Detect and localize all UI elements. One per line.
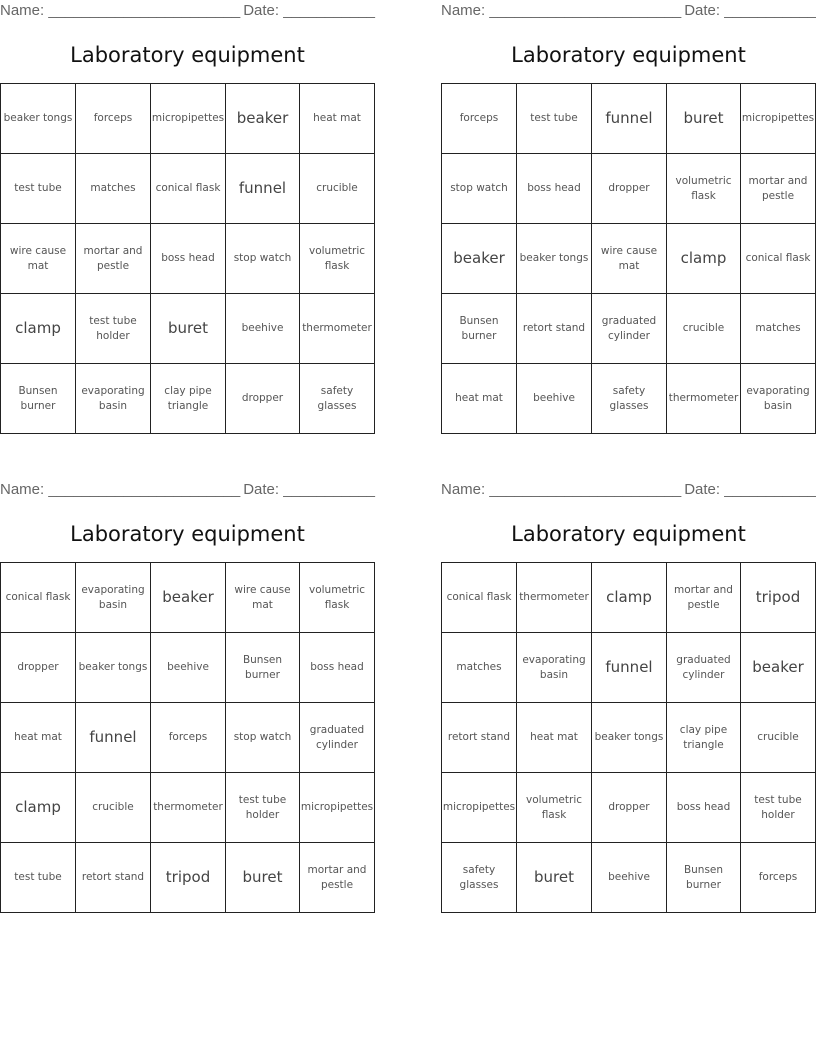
- bingo-cell: forceps: [151, 703, 226, 773]
- bingo-cell: safety glasses: [442, 843, 517, 913]
- bingo-cell: boss head: [517, 154, 592, 224]
- bingo-cell: boss head: [667, 773, 741, 843]
- bingo-cell: micropipettes: [151, 84, 226, 154]
- date-field: Date: ___________: [243, 2, 375, 19]
- name-field: Name: _______________________: [0, 481, 241, 498]
- bingo-cell: wire cause mat: [592, 224, 667, 294]
- bingo-cell: retort stand: [76, 843, 151, 913]
- card-title: Laboratory equipment: [511, 522, 746, 546]
- bingo-cell: Bunsen burner: [442, 294, 517, 364]
- bingo-cell: Bunsen burner: [226, 633, 300, 703]
- bingo-cell: test tube holder: [741, 773, 816, 843]
- bingo-grid: [441, 83, 816, 434]
- card-title: Laboratory equipment: [70, 43, 305, 67]
- bingo-cell: wire cause mat: [226, 563, 300, 633]
- bingo-cell: matches: [76, 154, 151, 224]
- bingo-cell: stop watch: [226, 703, 300, 773]
- bingo-cell: wire cause mat: [1, 224, 76, 294]
- bingo-cell: dropper: [226, 364, 300, 434]
- bingo-card-3: [0, 479, 375, 919]
- card-title: Laboratory equipment: [511, 43, 746, 67]
- bingo-cell: test tube: [1, 154, 76, 224]
- bingo-cell: beehive: [517, 364, 592, 434]
- bingo-cell: boss head: [300, 633, 375, 703]
- bingo-cell: beaker tongs: [76, 633, 151, 703]
- bingo-cell: micropipettes: [741, 84, 816, 154]
- bingo-cell: thermometer: [517, 563, 592, 633]
- bingo-cell: heat mat: [300, 84, 375, 154]
- bingo-cell: micropipettes: [300, 773, 375, 843]
- bingo-cell: test tube: [517, 84, 592, 154]
- bingo-cell: mortar and pestle: [300, 843, 375, 913]
- bingo-cell: micropipettes: [442, 773, 517, 843]
- bingo-cell: forceps: [442, 84, 517, 154]
- bingo-cell: dropper: [592, 154, 667, 224]
- bingo-cell: matches: [741, 294, 816, 364]
- date-field: Date: ___________: [684, 2, 816, 19]
- bingo-cell: beaker: [226, 84, 300, 154]
- bingo-cell: beehive: [151, 633, 226, 703]
- bingo-grid: [0, 83, 375, 434]
- bingo-cell: buret: [517, 843, 592, 913]
- bingo-cell: beehive: [226, 294, 300, 364]
- bingo-cell: tripod: [151, 843, 226, 913]
- name-date-line: [441, 479, 816, 499]
- bingo-cell: graduated cylinder: [300, 703, 375, 773]
- bingo-cell: crucible: [300, 154, 375, 224]
- bingo-grid: [0, 562, 375, 913]
- bingo-cell: retort stand: [517, 294, 592, 364]
- name-field: Name: _______________________: [441, 2, 682, 19]
- bingo-cell: Bunsen burner: [667, 843, 741, 913]
- bingo-cell: retort stand: [442, 703, 517, 773]
- bingo-cell: graduated cylinder: [667, 633, 741, 703]
- bingo-cell: conical flask: [442, 563, 517, 633]
- bingo-cell: beaker tongs: [1, 84, 76, 154]
- bingo-cell: stop watch: [226, 224, 300, 294]
- bingo-cell: volumetric flask: [667, 154, 741, 224]
- bingo-cell: safety glasses: [592, 364, 667, 434]
- bingo-cell: heat mat: [517, 703, 592, 773]
- bingo-cell: graduated cylinder: [592, 294, 667, 364]
- bingo-cell: buret: [667, 84, 741, 154]
- bingo-cell: tripod: [741, 563, 816, 633]
- bingo-cell: evaporating basin: [741, 364, 816, 434]
- bingo-cell: conical flask: [741, 224, 816, 294]
- bingo-cell: clamp: [592, 563, 667, 633]
- bingo-cell: crucible: [741, 703, 816, 773]
- bingo-grid: [441, 562, 816, 913]
- bingo-cell: forceps: [76, 84, 151, 154]
- bingo-cell: beaker: [442, 224, 517, 294]
- bingo-cell: test tube holder: [76, 294, 151, 364]
- bingo-cell: evaporating basin: [76, 563, 151, 633]
- bingo-card-4: [441, 479, 816, 919]
- bingo-cell: crucible: [76, 773, 151, 843]
- bingo-cell: funnel: [592, 84, 667, 154]
- bingo-cell: conical flask: [1, 563, 76, 633]
- card-title: Laboratory equipment: [70, 522, 305, 546]
- bingo-cell: clay pipe triangle: [667, 703, 741, 773]
- bingo-cell: boss head: [151, 224, 226, 294]
- bingo-cell: heat mat: [1, 703, 76, 773]
- bingo-cell: beaker tongs: [517, 224, 592, 294]
- bingo-cell: test tube: [1, 843, 76, 913]
- bingo-cell: funnel: [76, 703, 151, 773]
- name-field: Name: _______________________: [441, 481, 682, 498]
- bingo-cell: safety glasses: [300, 364, 375, 434]
- bingo-cell: forceps: [741, 843, 816, 913]
- date-field: Date: ___________: [243, 481, 375, 498]
- bingo-card-1: [0, 0, 375, 440]
- bingo-cell: matches: [442, 633, 517, 703]
- bingo-cell: test tube holder: [226, 773, 300, 843]
- bingo-cell: conical flask: [151, 154, 226, 224]
- bingo-cell: clamp: [1, 773, 76, 843]
- bingo-cell: buret: [151, 294, 226, 364]
- bingo-cell: buret: [226, 843, 300, 913]
- bingo-cell: evaporating basin: [76, 364, 151, 434]
- bingo-cell: mortar and pestle: [741, 154, 816, 224]
- bingo-cell: beaker tongs: [592, 703, 667, 773]
- bingo-cell: funnel: [592, 633, 667, 703]
- bingo-card-2: [441, 0, 816, 440]
- bingo-cell: funnel: [226, 154, 300, 224]
- name-field: Name: _______________________: [0, 2, 241, 19]
- bingo-cell: clay pipe triangle: [151, 364, 226, 434]
- bingo-cell: dropper: [592, 773, 667, 843]
- bingo-cell: thermometer: [300, 294, 375, 364]
- bingo-cell: thermometer: [151, 773, 226, 843]
- bingo-cell: volumetric flask: [300, 224, 375, 294]
- bingo-cell: evaporating basin: [517, 633, 592, 703]
- date-field: Date: ___________: [684, 481, 816, 498]
- bingo-cell: mortar and pestle: [76, 224, 151, 294]
- bingo-cell: crucible: [667, 294, 741, 364]
- bingo-cell: stop watch: [442, 154, 517, 224]
- name-date-line: [0, 479, 375, 499]
- bingo-cell: dropper: [1, 633, 76, 703]
- bingo-cell: heat mat: [442, 364, 517, 434]
- bingo-cell: clamp: [667, 224, 741, 294]
- bingo-cell: clamp: [1, 294, 76, 364]
- bingo-cell: Bunsen burner: [1, 364, 76, 434]
- bingo-cell: mortar and pestle: [667, 563, 741, 633]
- name-date-line: [0, 0, 375, 20]
- bingo-cell: thermometer: [667, 364, 741, 434]
- bingo-cell: beaker: [151, 563, 226, 633]
- bingo-cell: volumetric flask: [300, 563, 375, 633]
- name-date-line: [441, 0, 816, 20]
- bingo-cell: beehive: [592, 843, 667, 913]
- bingo-cell: beaker: [741, 633, 816, 703]
- bingo-cell: volumetric flask: [517, 773, 592, 843]
